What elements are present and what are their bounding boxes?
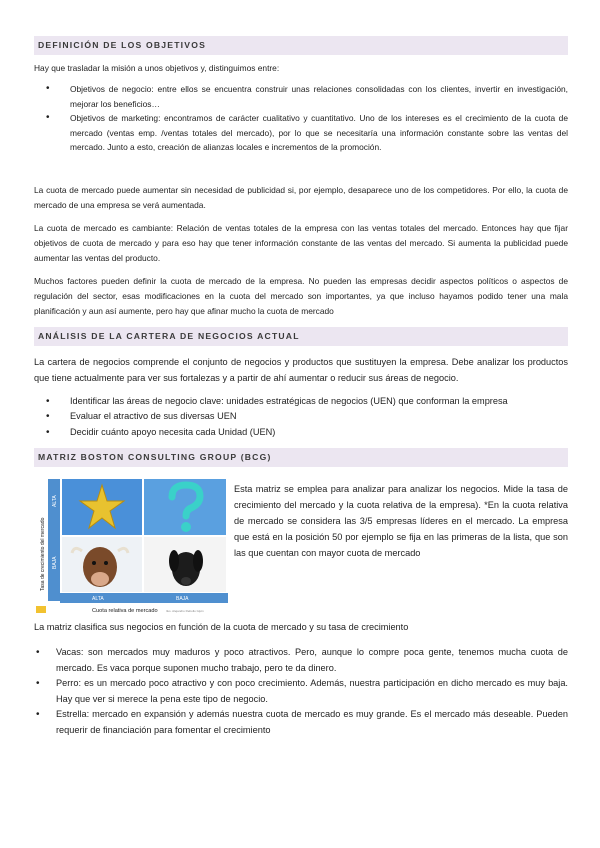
list-item: • Evaluar el atractivo de sus diversas UEN <box>34 409 568 425</box>
bcg-list <box>34 645 568 738</box>
bcg-description: Esta matriz se emplea para analizar para analizar los negocios. Mide la tasa de crecimiento del mercado y la cuota relativa de la empresa). *En la cuota relativa de mercado se considera las 3/5 empresas líderes en el mercado. La empresa que está en la posición 50 por ejemplo se fija en las primeras de la lista, que son las que cuentan con mayor cuota de mercado <box>234 484 568 558</box>
matrix-credit: Ilus. Alejandro Rebollo Gijón <box>166 609 204 613</box>
y-high-label: ALTA <box>52 495 58 507</box>
list-item: • Objetivos de marketing: encontramos de carácter cualitativo y cuantitativo. Uno de los intereses es el crecimiento de la cuota de mercado (ventas emp. /ventas totales del mercado), por lo que se necesitaría una información constante sobre las ventas del mercado. Junto a esto, creación de alianzas locales e incrementos de la promoción. <box>34 111 568 155</box>
paragraph-cuota-publicidad: La cuota de mercado puede aumentar sin necesidad de publicidad si, por ejemplo, desaparece uno de los competidores. Por ello, la cuota de mercado de una empresa se verá aumentada. <box>34 184 568 210</box>
bcg-intro: La matriz clasifica sus negocios en función de la cuota de mercado y su tasa de crecimiento <box>34 622 409 632</box>
x-low-label: BAJA <box>176 596 189 602</box>
paragraph-cuota-cambiante: La cuota de mercado es cambiante: Relación de ventas totales de la empresa con las ventas totales del mercado. Entonces hay que fijar objetivos de cuota de mercado y para eso hay que tener información constante de las ventas del mercado. Si aumenta la publicidad puede aumentar las ventas del producto. <box>34 222 568 263</box>
list-item: • Perro: es un mercado poco atractivo y con poco crecimiento. Además, nuestra participación en dicho mercado es muy baja. Hay que ver si merece la pena este tipo de negocio. <box>34 676 568 707</box>
section-heading-cartera: ANÁLISIS DE LA CARTERA DE NEGOCIOS ACTUAL <box>34 327 568 346</box>
x-high-label: ALTA <box>92 596 104 602</box>
list-item: • Estrella: mercado en expansión y además nuestra cuota de mercado es muy grande. Es el mercado más deseable. Pueden requerir de financiación para fomentar el crecimiento <box>34 707 568 738</box>
objetivos-list <box>34 82 568 155</box>
cartera-list <box>34 394 568 441</box>
y-axis-title: Tasa de crecimiento del mercado <box>40 517 46 591</box>
x-axis-bar <box>60 593 228 603</box>
list-item: • Objetivos de negocio: entre ellos se encuentra construir unas relaciones consolidadas con los clientes, invertir en investigación, mejorar los beneficios… <box>34 82 568 111</box>
bcg-matrix-image <box>34 473 230 616</box>
document-page <box>34 36 568 738</box>
list-item: • Vacas: son mercados muy maduros y poco atractivos. Pero, aunque lo compre poca gente, tenemos mucha cuota de mercado. Es vaca porque suponen mucho trabajo, pero te da dinero. <box>34 645 568 676</box>
y-low-label: BAJA <box>52 556 58 569</box>
list-item: • Decidir cuánto apoyo necesita cada Unidad (UEN) <box>34 425 568 441</box>
section-heading-bcg: MATRIZ BOSTON CONSULTING GROUP (BCG) <box>34 448 568 467</box>
cartera-intro: La cartera de negocios comprende el conjunto de negocios y productos que sustituyen la empresa. Debe analizar los productos que tiene actualmente para ver sus fortalezas y a partir de ahí aumentar o reducir sus áreas de negocio. <box>34 356 568 383</box>
bcg-block <box>34 473 568 619</box>
x-axis-title: Cuota relativa de mercado <box>92 608 158 614</box>
section-heading-objetivos: DEFINICIÓN DE LOS OBJETIVOS <box>34 36 568 55</box>
logo-icon <box>36 606 46 613</box>
paragraph-factores: Muchos factores pueden definir la cuota de mercado de la empresa. No pueden las empresas decidir aspectos políticos o aspectos de regulación del sector, esas modificaciones en la cuota del mercado son importantes, ya que incluso hayamos podido tener una mala planificación y aun así aumente, pero hay que afinar mucho la cuota de mercado <box>34 275 568 316</box>
list-item: • Identificar las áreas de negocio clave: unidades estratégicas de negocios (UEN) que conforman la empresa <box>34 394 568 410</box>
objetivos-intro: Hay que trasladar la misión a unos objetivos y, distinguimos entre: <box>34 63 280 73</box>
